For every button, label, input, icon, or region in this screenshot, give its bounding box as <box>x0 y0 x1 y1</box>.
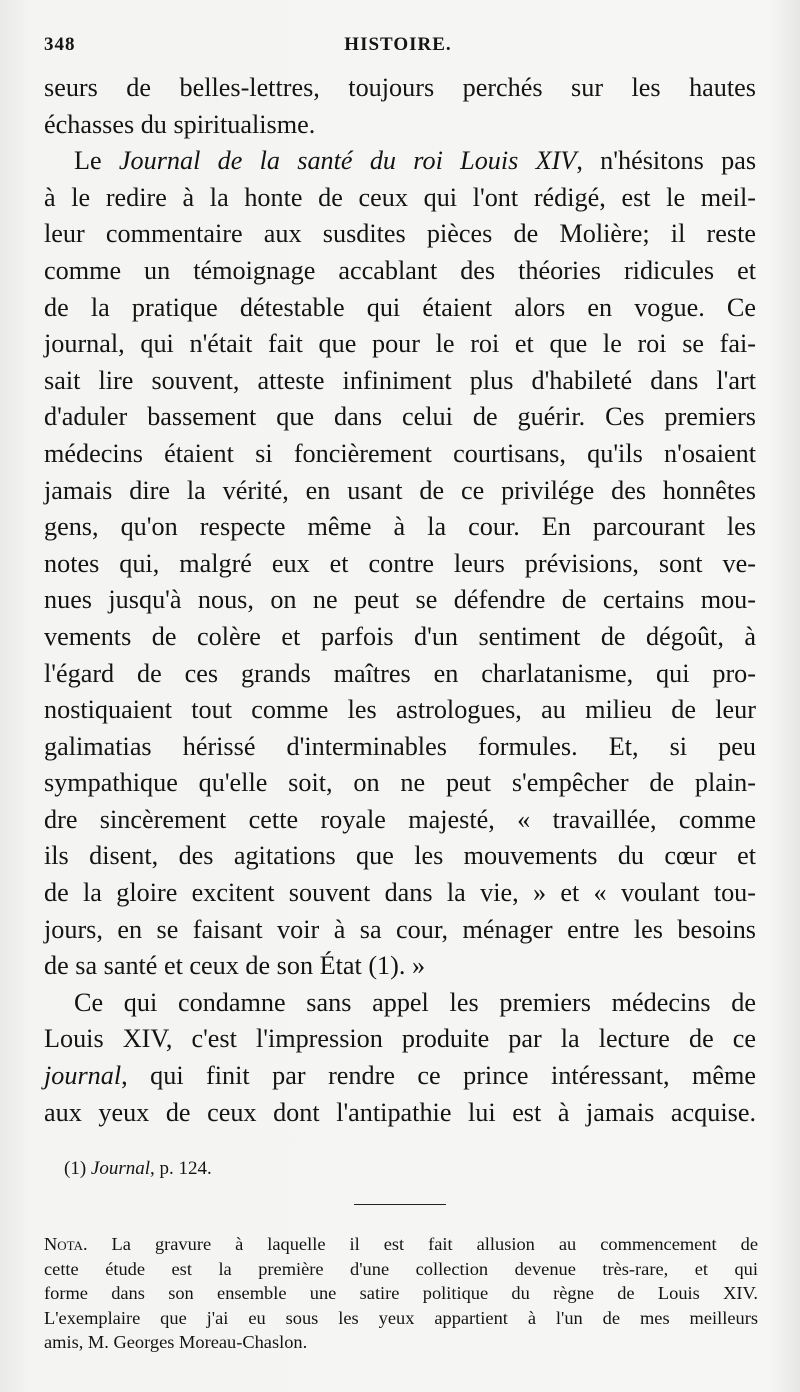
text-line: échasses du spiritualisme. <box>44 109 316 139</box>
italic-title: journal <box>44 1061 122 1091</box>
text-line: aux yeux de ceux dont l'antipathie lui est à jamais acquise. <box>44 1097 756 1127</box>
footnote-text: Journal, p. 124. <box>90 1158 212 1179</box>
nota-line: L'exemplaire que j'ai eu sous les yeux appartient à l'un de mes meilleurs <box>44 1307 758 1328</box>
text-line: journal, qui n'était fait que pour le roi et que le roi se fai- <box>44 329 756 359</box>
text-line: d'aduler bassement que dans celui de guérir. Ces premiers <box>44 402 756 432</box>
text-line: leur commentaire aux susdites pièces de Molière; il reste <box>44 219 756 249</box>
nota-line: amis, M. Georges Moreau-Chaslon. <box>44 1332 308 1352</box>
page-header <box>44 34 752 64</box>
text-line-with-italic: journal, qui finit par rendre ce prince intéressant, même <box>44 1061 756 1091</box>
body-text <box>44 70 756 1131</box>
text-line: de la pratique détestable qui étaient alors en vogue. Ce <box>44 292 756 322</box>
nota-block <box>44 1232 758 1355</box>
running-title: HISTOIRE. <box>344 34 452 55</box>
footnote <box>64 1158 212 1180</box>
text-line: de sa santé et ceux de son État (1). » <box>44 951 426 981</box>
nota-label: Nota. <box>44 1234 88 1254</box>
page-number: 348 <box>44 34 76 55</box>
text-line: jours, en se faisant voir à sa cour, ménager entre les besoins <box>44 914 756 944</box>
text-line: sympathique qu'elle soit, on ne peut s'empêcher de plain- <box>44 768 756 798</box>
text-line: notes qui, malgré eux et contre leurs prévisions, sont ve- <box>44 548 756 578</box>
nota-line: Nota. La gravure à laquelle il est fait allusion au commencement de <box>44 1234 758 1254</box>
text-line: gens, qu'on respecte même à la cour. En parcourant les <box>44 512 756 542</box>
text-line: nostiquaient tout comme les astrologues, au milieu de leur <box>44 695 756 725</box>
text-line: Louis XIV, c'est l'impression produite par la lecture de ce <box>44 1024 756 1054</box>
footnote-marker: (1) <box>64 1158 91 1179</box>
nota-line: forme dans son ensemble une satire politique du règne de Louis XIV. <box>44 1283 758 1303</box>
text-line-with-italic: Le Journal de la santé du roi Louis XIV, n'hésitons pas <box>74 146 757 176</box>
text-line: nues jusqu'à nous, on ne peut se défendre de certains mou- <box>44 585 756 615</box>
text-line: de la gloire excitent souvent dans la vie, » et « voulant tou- <box>44 878 756 908</box>
text-line: jamais dire la vérité, en usant de ce privilége des honnêtes <box>44 475 756 505</box>
text-line: médecins étaient si foncièrement courtisans, qu'ils n'osaient <box>44 438 756 468</box>
text-line: galimatias hérissé d'interminables formules. Et, si peu <box>44 731 756 761</box>
nota-line: cette étude est la première d'une collection devenue très-rare, et qui <box>44 1258 758 1279</box>
text-line: ils disent, des agitations que les mouvements du cœur et <box>44 841 756 871</box>
separator-rule <box>354 1204 446 1205</box>
text-line: l'égard de ces grands maîtres en charlatanisme, qui pro- <box>44 658 756 688</box>
text-line: dre sincèrement cette royale majesté, « travaillée, comme <box>44 804 756 834</box>
text-line: à le redire à la honte de ceux qui l'ont rédigé, est le meil- <box>44 182 756 212</box>
text-line: sait lire souvent, atteste infiniment plus d'habileté dans l'art <box>44 365 756 395</box>
italic-title: Journal de la santé du roi Louis XIV <box>118 146 577 176</box>
italic-title: Journal <box>90 1158 151 1179</box>
text-line: comme un témoignage accablant des théories ridicules et <box>44 255 756 285</box>
text-line: vements de colère et parfois d'un sentiment de dégoût, à <box>44 621 756 651</box>
text-line: seurs de belles-lettres, toujours perchés sur les hautes <box>44 73 756 102</box>
text-line: Ce qui condamne sans appel les premiers médecins de <box>74 987 756 1017</box>
